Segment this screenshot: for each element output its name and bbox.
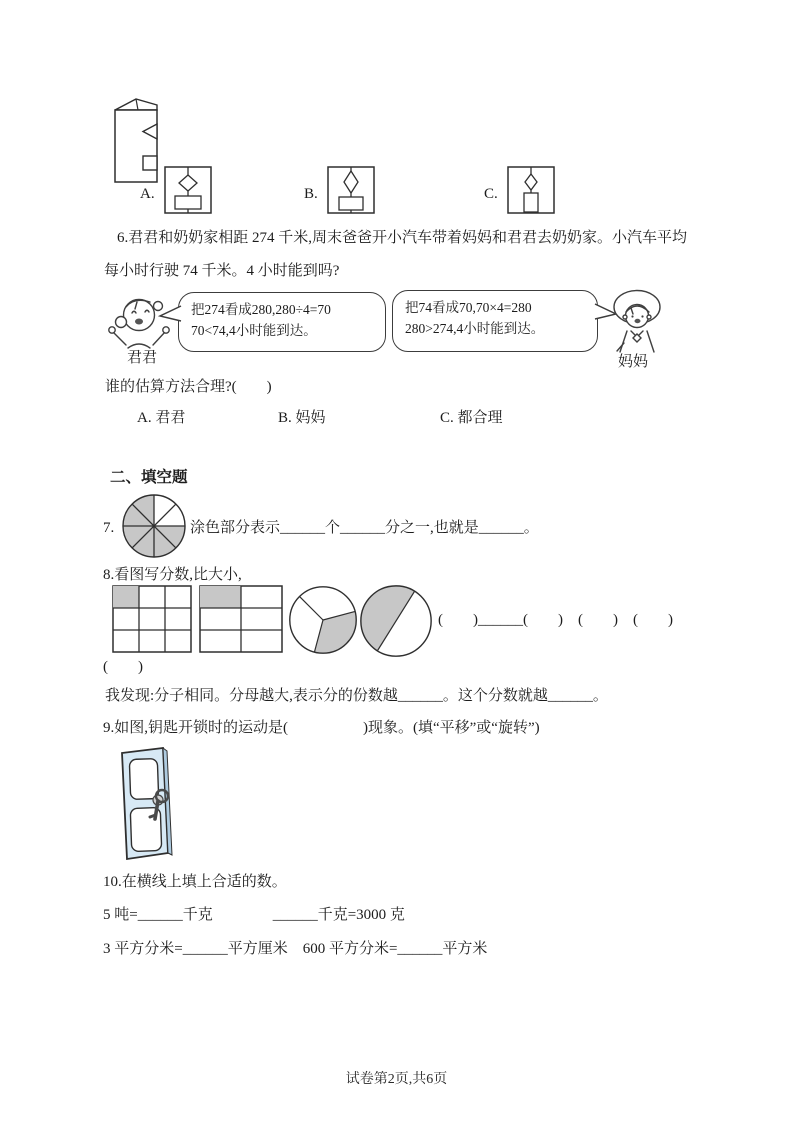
- door-with-key-figure: [100, 744, 192, 864]
- junjun-speech-bubble: [178, 292, 386, 352]
- q10-title: 10.在横线上填上合适的数。: [103, 874, 287, 890]
- q6-text-line1: 6.君君和奶奶家相距 274 千米,周末爸爸开小汽车带着妈妈和君君去奶奶家。小汽车平均: [117, 230, 688, 246]
- q8-circle-thirds-figure: [287, 584, 359, 656]
- q8-circle-halves-figure: [358, 583, 434, 659]
- mama-bubble-line2: 280>274,4小时能到达。: [405, 320, 545, 336]
- mama-character-illustration: [604, 286, 670, 354]
- q7-fraction-circle-figure: [120, 492, 188, 560]
- option-c-diagram: [507, 166, 555, 214]
- junjun-bubble-line2: 70<74,4小时能到达。: [191, 322, 317, 338]
- option-a-diagram: [164, 166, 212, 214]
- page-footer: 试卷第2页,共6页: [345, 1072, 448, 1087]
- q8-title: 8.看图写分数,比大小,: [103, 567, 242, 583]
- junjun-name-label: 君君: [127, 350, 158, 366]
- q6-text-line2: 每小时行驶 74 千米。4 小时能到吗?: [104, 263, 340, 279]
- q9-text: 9.如图,钥匙开锁时的运动是( )现象。(填“平移”或“旋转”): [103, 720, 540, 736]
- folded-card-figure: [106, 94, 166, 186]
- q7-number: 7.: [103, 520, 115, 536]
- q8-finding-text: 我发现:分子相同。分母越大,表示分的份数越______。这个分数就越______。: [105, 688, 608, 704]
- mama-speech-bubble: [392, 290, 598, 352]
- q6-choice-a: A. 君君: [137, 410, 186, 426]
- option-a-label: A.: [140, 186, 155, 202]
- q10-line1: 5 吨=______千克 ______千克=3000 克: [103, 907, 405, 923]
- q8-answer-blank-2: ( ): [103, 659, 143, 675]
- q8-grid-2x3-figure: [199, 585, 283, 653]
- q8-grid-3x3-figure: [112, 585, 192, 653]
- mama-name-label: 妈妈: [618, 354, 649, 370]
- section-2-title: 二、填空题: [110, 469, 188, 486]
- junjun-bubble-line1: 把274看成280,280÷4=70: [191, 302, 331, 317]
- q6-choice-c: C. 都合理: [440, 410, 503, 426]
- option-b-diagram: [327, 166, 375, 214]
- q10-line2: 3 平方分米=______平方厘米 600 平方分米=______平方米: [103, 941, 488, 957]
- mama-bubble-line1: 把74看成70,70×4=280: [405, 300, 532, 315]
- q6-question: 谁的估算方法合理?( ): [105, 379, 272, 395]
- q6-choice-b: B. 妈妈: [278, 410, 326, 426]
- option-c-label: C.: [484, 186, 498, 202]
- junjun-bubble-tail: [158, 302, 182, 326]
- q7-text: 涂色部分表示______个______分之一,也就是______。: [190, 520, 539, 536]
- option-b-label: B.: [304, 186, 318, 202]
- q8-answer-blanks: ( )______( ) ( ) ( ): [438, 612, 673, 628]
